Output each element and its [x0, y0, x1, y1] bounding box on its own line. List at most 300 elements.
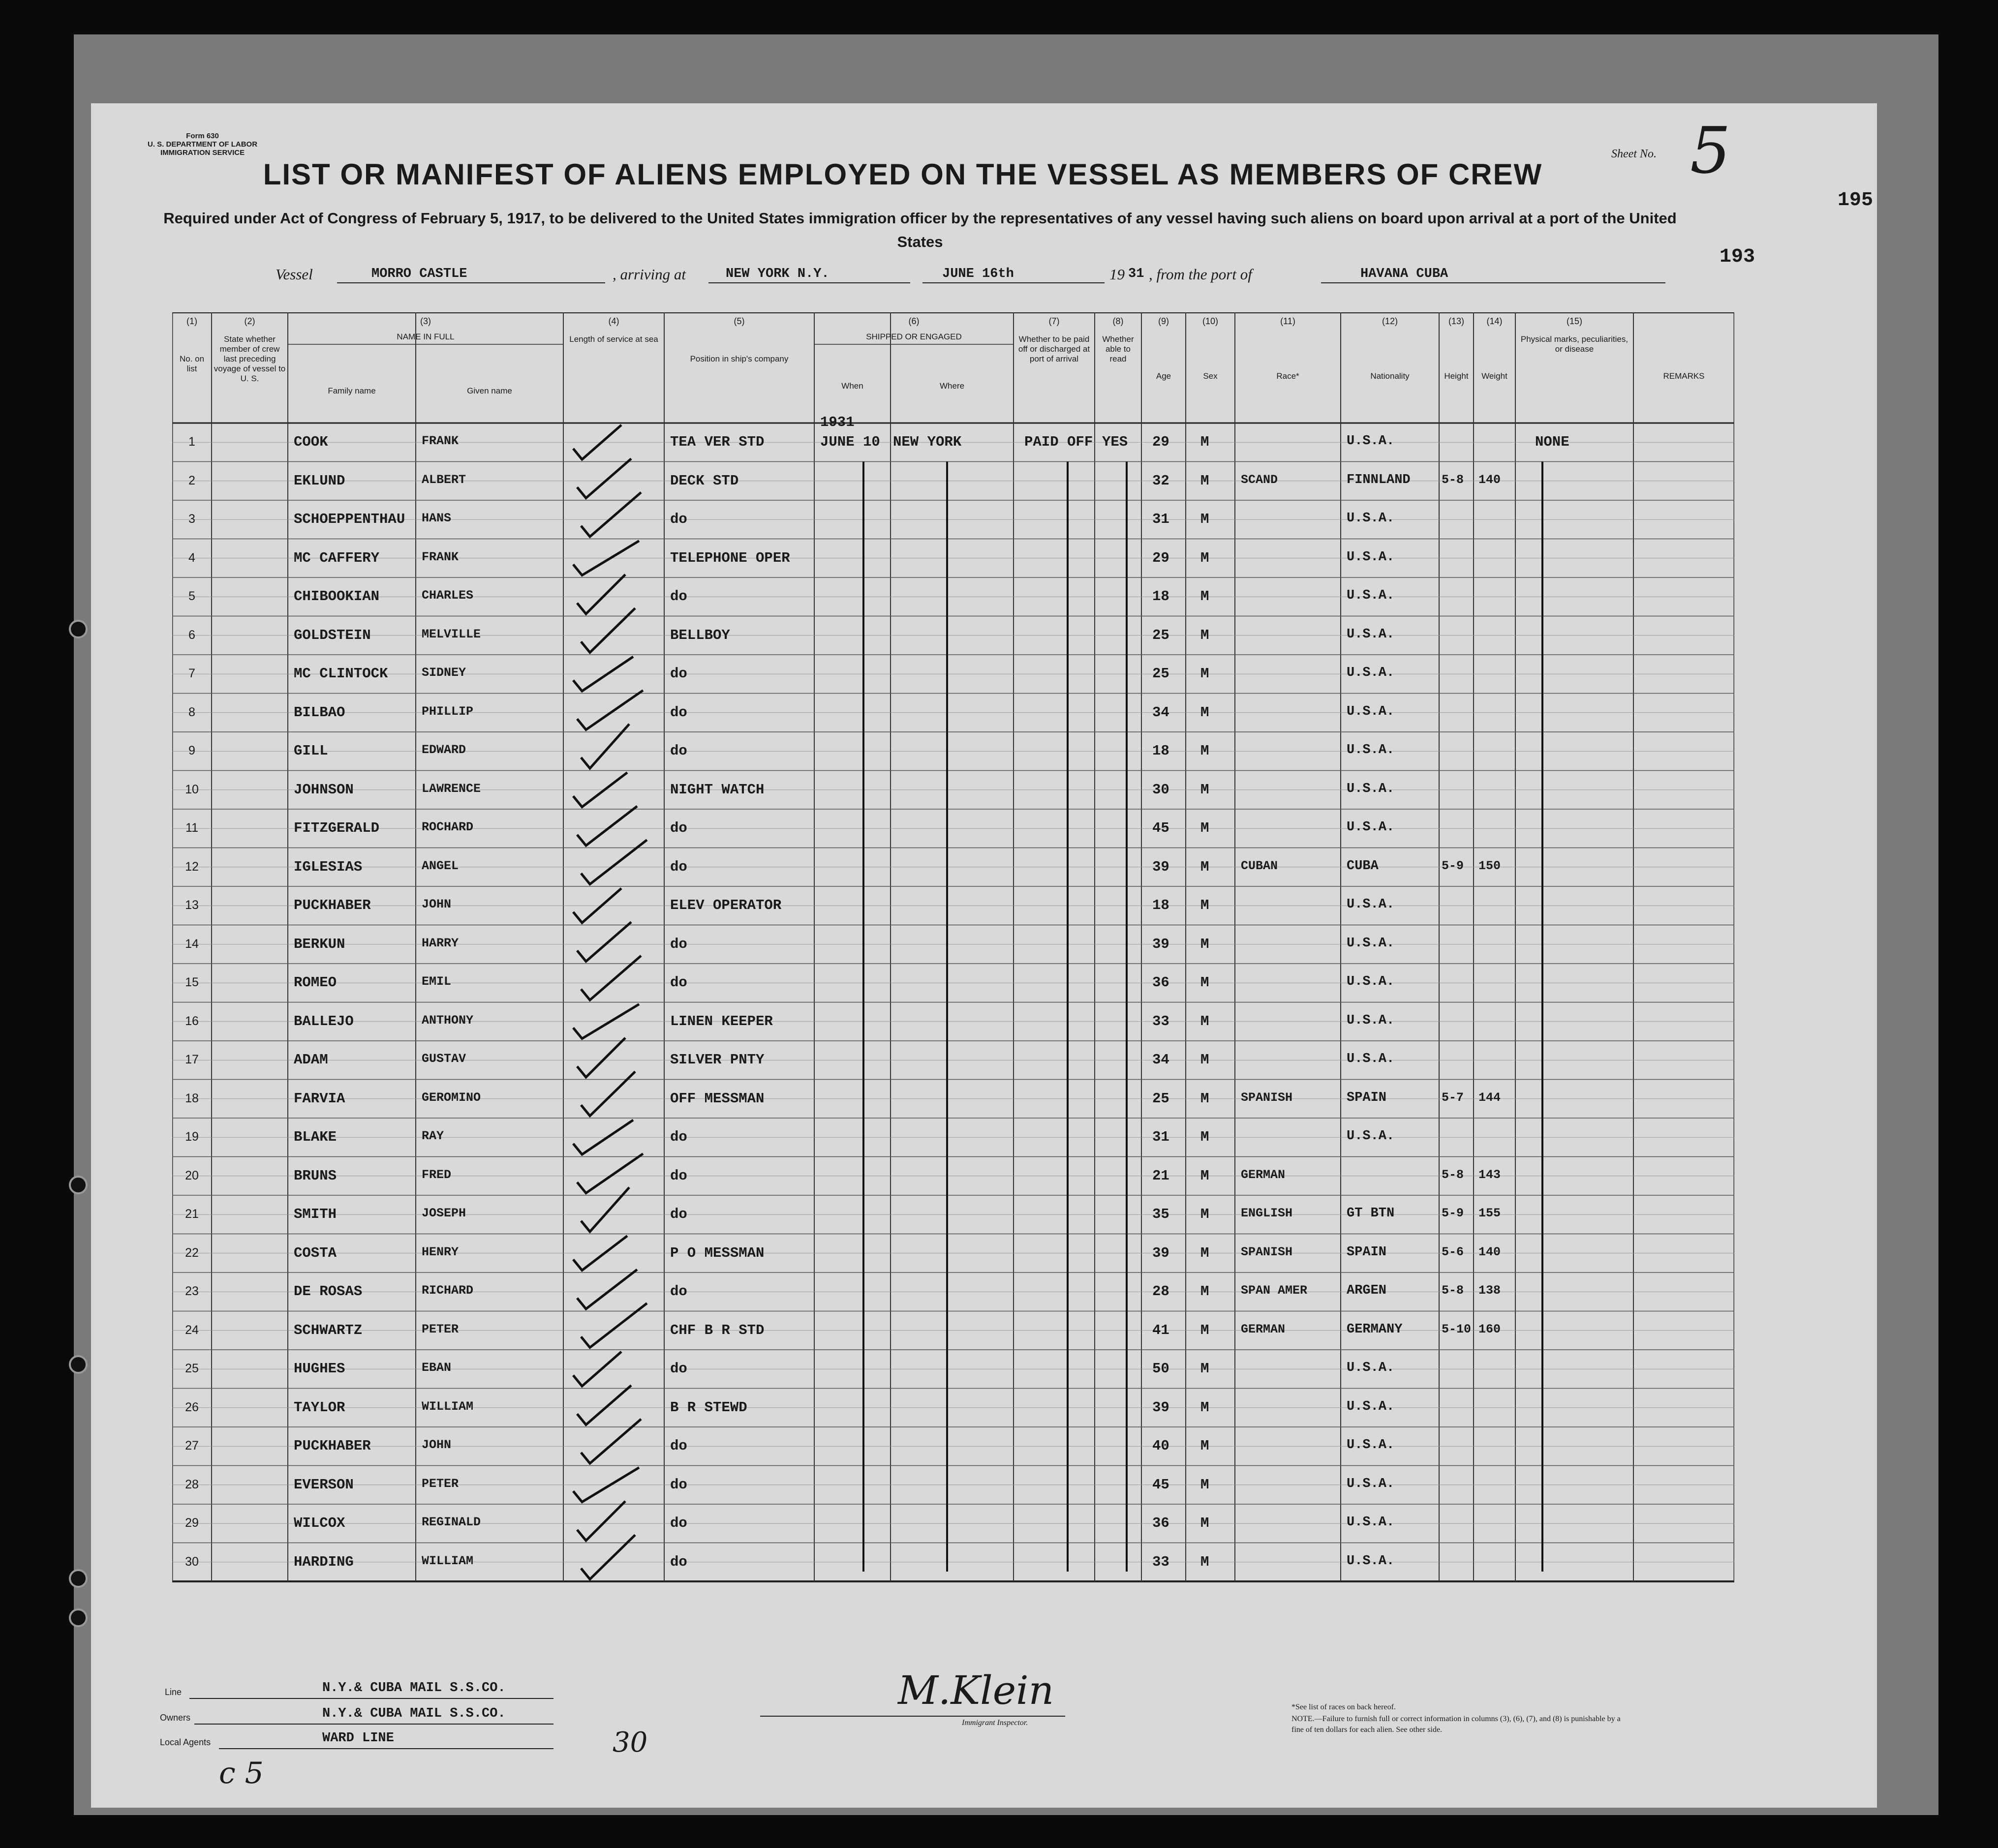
checkmark-icon — [581, 956, 641, 1000]
form-number: Form 630 — [186, 132, 219, 140]
position: LINEN KEEPER — [670, 1013, 773, 1030]
arrival-date: JUNE 16th — [942, 267, 1014, 281]
column-number-c8: (8) — [1112, 316, 1124, 326]
nationality: U.S.A. — [1347, 936, 1395, 951]
given-name: REGINALD — [422, 1515, 481, 1529]
family-name: TAYLOR — [294, 1399, 345, 1416]
race: ENGLISH — [1241, 1206, 1293, 1220]
weight: 140 — [1478, 472, 1501, 487]
races-note: *See list of races on back hereof. — [1291, 1703, 1396, 1711]
age: 39 — [1152, 1244, 1169, 1261]
position: B R STEWD — [670, 1399, 747, 1416]
age: 45 — [1152, 820, 1169, 836]
checkmark-icon — [577, 691, 643, 730]
age: 33 — [1152, 1013, 1169, 1030]
age: 39 — [1152, 858, 1169, 875]
column-header-family-name: Family name — [328, 386, 376, 395]
row-number: 17 — [185, 1053, 199, 1066]
given-name: PHILLIP — [422, 704, 474, 719]
page-title: LIST OR MANIFEST OF ALIENS EMPLOYED ON THE VESSEL AS MEMBERS OF CREW — [263, 158, 1543, 191]
column-number-c6: (6) — [908, 316, 920, 326]
column-header-c6: SHIPPED OR ENGAGED — [866, 332, 962, 341]
column-number-c4: (4) — [608, 316, 619, 326]
age: 21 — [1152, 1167, 1169, 1184]
checkmark-icon — [577, 1270, 637, 1309]
position: BELLBOY — [670, 627, 730, 643]
age: 28 — [1152, 1283, 1169, 1300]
row-number: 8 — [188, 705, 195, 719]
age: 29 — [1152, 434, 1169, 450]
age: 18 — [1152, 897, 1169, 913]
position: do — [670, 743, 687, 759]
vessel-name: MORRO CASTLE — [371, 267, 467, 281]
checkmark-icon — [581, 724, 629, 768]
race: SPANISH — [1241, 1244, 1293, 1259]
height: 5-9 — [1442, 858, 1464, 873]
inspector-signature: M.Klein — [898, 1667, 1054, 1713]
row-number: 11 — [185, 821, 198, 835]
weight: 143 — [1478, 1167, 1501, 1182]
nationality: U.S.A. — [1347, 1052, 1395, 1066]
family-name: SMITH — [294, 1206, 337, 1222]
sex: M — [1200, 1167, 1209, 1184]
position: do — [670, 704, 687, 721]
nationality: CUBA — [1347, 858, 1379, 874]
column-header-c14: Weight — [1481, 371, 1507, 381]
family-name: BRUNS — [294, 1167, 337, 1184]
column-number-c15: (15) — [1566, 316, 1582, 326]
family-name: ADAM — [294, 1052, 328, 1068]
position: do — [670, 588, 687, 605]
nationality: U.S.A. — [1347, 1476, 1395, 1491]
agents-underline — [219, 1748, 553, 1749]
given-name: MELVILLE — [422, 627, 481, 641]
row-number: 2 — [188, 473, 195, 487]
family-name: PUCKHABER — [294, 1438, 371, 1454]
column-number-c5: (5) — [734, 316, 745, 326]
penalty-note: NOTE.—Failure to furnish full or correct information in columns (3), (6), (7), and (8) is punishable by a fine of ten dollars for each alien. See other side. — [1291, 1715, 1621, 1734]
crew-table — [172, 312, 1734, 1655]
column-number-c13: (13) — [1448, 316, 1464, 326]
family-name: MC CAFFERY — [294, 549, 380, 566]
checkmark-icon — [577, 1154, 643, 1193]
position: do — [670, 1129, 687, 1145]
column-header-where: Where — [939, 381, 965, 391]
position: do — [670, 936, 687, 952]
row-number: 23 — [185, 1284, 199, 1298]
family-name: BALLEJO — [294, 1013, 354, 1030]
position: SILVER PNTY — [670, 1052, 765, 1068]
position: do — [670, 1515, 687, 1531]
age: 40 — [1152, 1438, 1169, 1454]
row-number: 28 — [185, 1477, 199, 1491]
nationality: FINNLAND — [1347, 472, 1411, 487]
manifest-page — [91, 103, 1877, 1808]
port-underline — [1321, 282, 1665, 283]
column-header-c5: Position in ship's company — [690, 354, 789, 364]
sex: M — [1200, 472, 1209, 489]
nationality: U.S.A. — [1347, 434, 1395, 449]
paid-off: PAID OFF — [1024, 434, 1093, 450]
position: do — [670, 1476, 687, 1493]
nationality: U.S.A. — [1347, 820, 1395, 835]
column-header-c11: Race* — [1276, 371, 1299, 381]
position: CHF B R STD — [670, 1322, 765, 1338]
family-name: BLAKE — [294, 1129, 337, 1145]
sex: M — [1200, 434, 1209, 450]
form-header — [148, 132, 257, 157]
row-number: 19 — [185, 1130, 199, 1144]
family-name: JOHNSON — [294, 781, 354, 798]
nationality: U.S.A. — [1347, 974, 1395, 989]
position: do — [670, 1167, 687, 1184]
race: GERMAN — [1241, 1322, 1286, 1336]
handwritten-mark: c 5 — [219, 1756, 264, 1790]
sex: M — [1200, 511, 1209, 527]
sex: M — [1200, 1438, 1209, 1454]
given-name: ANTHONY — [422, 1013, 474, 1028]
checkmark-icon — [581, 1072, 635, 1116]
row-number: 24 — [185, 1323, 199, 1337]
row-number: 10 — [185, 782, 199, 796]
sex: M — [1200, 627, 1209, 643]
position: do — [670, 1283, 687, 1300]
checkmark-icon — [581, 492, 641, 537]
checkmark-icon — [581, 1419, 641, 1463]
column-number-c9: (9) — [1158, 316, 1169, 326]
agents-label: Local Agents — [160, 1737, 211, 1747]
owners-underline — [194, 1724, 553, 1725]
row-number: 3 — [188, 512, 195, 526]
family-name: COOK — [294, 434, 328, 450]
age: 31 — [1152, 511, 1169, 527]
nationality: U.S.A. — [1347, 1129, 1395, 1144]
age: 41 — [1152, 1322, 1169, 1338]
row-number: 1 — [188, 435, 195, 449]
checkmark-icon — [577, 575, 625, 614]
position: NIGHT WATCH — [670, 781, 765, 798]
position: do — [670, 1206, 687, 1222]
nationality: ARGEN — [1347, 1283, 1387, 1298]
age: 18 — [1152, 588, 1169, 605]
checkmark-icon — [577, 806, 637, 846]
line-label: Line — [165, 1687, 182, 1697]
row-number: 9 — [188, 744, 195, 757]
inspector-label: Immigrant Inspector. — [962, 1719, 1028, 1727]
row-number: 12 — [185, 859, 199, 874]
position: TELEPHONE OPER — [670, 549, 790, 566]
nationality: SPAIN — [1347, 1090, 1387, 1105]
height: 5-8 — [1442, 1167, 1464, 1182]
family-name: CHIBOOKIAN — [294, 588, 380, 605]
race: CUBAN — [1241, 858, 1278, 873]
age: 36 — [1152, 1515, 1169, 1531]
checkmark-icon — [577, 922, 631, 962]
row-number: 7 — [188, 666, 195, 680]
checkmark-icon — [581, 1303, 647, 1348]
position: OFF MESSMAN — [670, 1090, 765, 1107]
position: DECK STD — [670, 472, 739, 489]
row-number: 15 — [185, 975, 199, 989]
given-name: ANGEL — [422, 858, 459, 873]
year-suffix: 31 — [1128, 267, 1144, 281]
nationality: U.S.A. — [1347, 897, 1395, 912]
agents-value: WARD LINE — [322, 1731, 394, 1746]
age: 50 — [1152, 1361, 1169, 1377]
column-header-c2: State whether member of crew last preceding voyage of vessel to U. S. — [214, 334, 286, 383]
row-number: 6 — [188, 628, 195, 642]
checkmark-icon — [577, 1386, 631, 1425]
position: do — [670, 858, 687, 875]
checkmark-icon — [577, 1501, 625, 1541]
sex: M — [1200, 588, 1209, 605]
arriving-label: , arriving at — [613, 266, 686, 283]
given-name: JOSEPH — [422, 1206, 466, 1220]
given-name: WILLIAM — [422, 1553, 474, 1568]
given-name: ROCHARD — [422, 820, 474, 834]
row-number: 22 — [185, 1245, 199, 1260]
age: 29 — [1152, 549, 1169, 566]
row-number: 20 — [185, 1168, 199, 1182]
row-number: 29 — [185, 1516, 199, 1530]
given-name: RAY — [422, 1129, 444, 1143]
age: 33 — [1152, 1553, 1169, 1570]
position: do — [670, 1438, 687, 1454]
sex: M — [1200, 1553, 1209, 1570]
department-name: U. S. DEPARTMENT OF LABOR — [148, 140, 258, 149]
column-header-c1: No. on list — [179, 354, 205, 373]
nationality: U.S.A. — [1347, 1438, 1395, 1453]
checkmark-icon — [581, 608, 635, 653]
nationality: GERMANY — [1347, 1322, 1403, 1337]
given-name: EDWARD — [422, 743, 466, 757]
position: do — [670, 666, 687, 682]
sex: M — [1200, 1206, 1209, 1222]
age: 25 — [1152, 627, 1169, 643]
position: P O MESSMAN — [670, 1244, 765, 1261]
weight: 155 — [1478, 1206, 1501, 1220]
given-name: GUSTAV — [422, 1052, 466, 1066]
given-name: RICHARD — [422, 1283, 474, 1298]
given-name: WILLIAM — [422, 1399, 474, 1414]
row-number: 30 — [185, 1554, 199, 1569]
age: 25 — [1152, 666, 1169, 682]
position: ELEV OPERATOR — [670, 897, 782, 913]
given-name: EMIL — [422, 974, 452, 989]
age: 32 — [1152, 472, 1169, 489]
nationality: U.S.A. — [1347, 704, 1395, 719]
family-name: PUCKHABER — [294, 897, 371, 913]
row-number: 25 — [185, 1362, 199, 1375]
nationality: U.S.A. — [1347, 1013, 1395, 1028]
checkmark-icon — [577, 459, 631, 498]
column-header-c12: Nationality — [1370, 371, 1410, 381]
height: 5-8 — [1442, 472, 1464, 487]
given-name: PETER — [422, 1476, 459, 1491]
family-name: MC CLINTOCK — [294, 666, 388, 682]
sheet-label: Sheet No. — [1611, 148, 1657, 160]
sex: M — [1200, 1013, 1209, 1030]
position: do — [670, 511, 687, 527]
column-number-c10: (10) — [1202, 316, 1218, 326]
page-subtitle: Required under Act of Congress of February 5, 1917, to be delivered to the United States immigration officer by the representatives of any vessel having such aliens on board upon arrival at a port of the United States — [163, 210, 1677, 250]
sheet-number: 5 — [1690, 113, 1731, 188]
row-number: 14 — [185, 937, 199, 951]
nationality: U.S.A. — [1347, 627, 1395, 642]
given-name: FRANK — [422, 549, 459, 564]
height: 5-10 — [1442, 1322, 1472, 1336]
nationality: U.S.A. — [1347, 1399, 1395, 1414]
punch-hole — [69, 1608, 88, 1627]
service-name: IMMIGRATION SERVICE — [160, 149, 245, 157]
given-name: HANS — [422, 511, 452, 525]
sex: M — [1200, 858, 1209, 875]
shipped-where: NEW YORK — [893, 434, 962, 450]
age: 35 — [1152, 1206, 1169, 1222]
family-name: FARVIA — [294, 1090, 345, 1107]
given-name: FRED — [422, 1167, 452, 1182]
line-underline — [189, 1698, 553, 1699]
age: 39 — [1152, 936, 1169, 952]
family-name: EKLUND — [294, 472, 345, 489]
row-number: 26 — [185, 1400, 199, 1414]
table-grid — [172, 312, 1734, 1655]
column-number-c7: (7) — [1048, 316, 1060, 326]
handwritten-count: 30 — [613, 1727, 648, 1758]
family-name: IGLESIAS — [294, 858, 363, 875]
column-number-c12: (12) — [1382, 316, 1398, 326]
family-name: FITZGERALD — [294, 820, 380, 836]
checkmark-icon — [577, 1038, 625, 1077]
sex: M — [1200, 1090, 1209, 1107]
nationality: U.S.A. — [1347, 588, 1395, 603]
from-port: HAVANA CUBA — [1360, 267, 1448, 281]
sex: M — [1200, 1283, 1209, 1300]
position: do — [670, 1553, 687, 1570]
checkmark-icon — [581, 840, 647, 884]
family-name: DE ROSAS — [294, 1283, 363, 1300]
sex: M — [1200, 781, 1209, 798]
age: 36 — [1152, 974, 1169, 991]
column-header-c13: Height — [1444, 371, 1469, 381]
sex: M — [1200, 1399, 1209, 1416]
column-header-c8: Whether able to read — [1102, 334, 1134, 364]
height: 5-6 — [1442, 1244, 1464, 1259]
age: 34 — [1152, 1052, 1169, 1068]
sex: M — [1200, 897, 1209, 913]
from-label: , from the port of — [1149, 266, 1252, 283]
sex: M — [1200, 549, 1209, 566]
nationality: GT BTN — [1347, 1206, 1395, 1221]
nationality: SPAIN — [1347, 1244, 1387, 1260]
column-header-c10: Sex — [1203, 371, 1218, 381]
age: 25 — [1152, 1090, 1169, 1107]
given-name: HENRY — [422, 1244, 459, 1259]
column-number-c11: (11) — [1280, 316, 1295, 326]
row-number: 16 — [185, 1014, 199, 1028]
height: 5-8 — [1442, 1283, 1464, 1298]
given-name: PETER — [422, 1322, 459, 1336]
column-number-c14: (14) — [1486, 316, 1503, 326]
sex: M — [1200, 1052, 1209, 1068]
column-number-c3: (3) — [420, 316, 431, 326]
nationality: U.S.A. — [1347, 743, 1395, 757]
sex: M — [1200, 1322, 1209, 1338]
sex: M — [1200, 1244, 1209, 1261]
sex: M — [1200, 1515, 1209, 1531]
vessel-underline — [337, 282, 605, 283]
family-name: COSTA — [294, 1244, 337, 1261]
age: 34 — [1152, 704, 1169, 721]
given-name: SIDNEY — [422, 666, 466, 680]
race: SPANISH — [1241, 1090, 1293, 1105]
sex: M — [1200, 666, 1209, 682]
race: GERMAN — [1241, 1167, 1286, 1182]
row-number: 27 — [185, 1439, 199, 1453]
given-name: EBAN — [422, 1361, 452, 1375]
physical-marks: NONE — [1535, 434, 1569, 450]
column-header-c9: Age — [1156, 371, 1171, 381]
checkmark-icon — [581, 1187, 629, 1232]
family-name: SCHOEPPENTHAU — [294, 511, 405, 527]
column-header-c3: NAME IN FULL — [397, 332, 455, 341]
age: 45 — [1152, 1476, 1169, 1493]
sex: M — [1200, 974, 1209, 991]
sex: M — [1200, 1476, 1209, 1493]
nationality: U.S.A. — [1347, 1361, 1395, 1375]
sex: M — [1200, 1129, 1209, 1145]
position: do — [670, 820, 687, 836]
arriving-port: NEW YORK N.Y. — [726, 267, 830, 281]
weight: 140 — [1478, 1244, 1501, 1259]
family-name: BERKUN — [294, 936, 345, 952]
column-header-c7: Whether to be paid off or discharged at port of arrival — [1018, 334, 1090, 364]
checkmark-icon — [581, 1535, 635, 1579]
sex: M — [1200, 704, 1209, 721]
age: 18 — [1152, 743, 1169, 759]
row-number: 13 — [185, 898, 199, 912]
weight: 160 — [1478, 1322, 1501, 1336]
inspector-underline — [760, 1716, 1065, 1717]
vessel-label: Vessel — [276, 266, 313, 283]
given-name: LAWRENCE — [422, 781, 481, 796]
shipped-year: 1931 — [820, 414, 855, 430]
column-number-c1: (1) — [186, 316, 197, 326]
line-value: N.Y.& CUBA MAIL S.S.CO. — [322, 1681, 506, 1696]
family-name: GOLDSTEIN — [294, 627, 371, 643]
height: 5-9 — [1442, 1206, 1464, 1220]
column-number-c2: (2) — [244, 316, 255, 326]
given-name: FRANK — [422, 434, 459, 448]
family-name: BILBAO — [294, 704, 345, 721]
able-to-read: YES — [1102, 434, 1128, 450]
given-name: GEROMINO — [422, 1090, 481, 1105]
family-name: HARDING — [294, 1553, 354, 1570]
row-number: 21 — [185, 1207, 199, 1221]
arriving-underline — [708, 282, 910, 283]
punch-hole — [69, 620, 88, 638]
column-header-c4: Length of service at sea — [569, 334, 658, 344]
weight: 150 — [1478, 858, 1501, 873]
row-number: 18 — [185, 1091, 199, 1105]
family-name: EVERSON — [294, 1476, 354, 1493]
position: do — [670, 974, 687, 991]
column-header-when: When — [841, 381, 863, 391]
family-name: SCHWARTZ — [294, 1322, 363, 1338]
family-name: GILL — [294, 743, 328, 759]
column-header-given-name: Given name — [467, 386, 512, 395]
punch-hole — [69, 1355, 88, 1374]
